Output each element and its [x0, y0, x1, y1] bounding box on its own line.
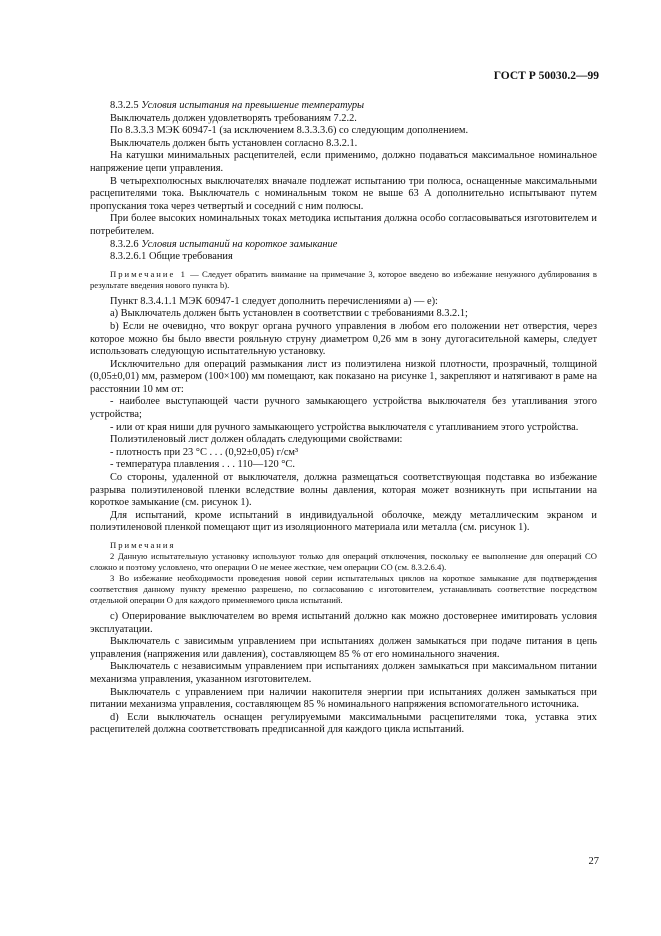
clause-8-3-2-5 — [90, 100, 597, 113]
paragraph: Выключатель с независимым управлением при испытаниях должен замыкаться при максимальном питании механизма управления, указанном изготовителем. — [90, 661, 597, 685]
property-density: - плотность при 23 °С . . . (0,92±0,05) г/см³ — [110, 446, 299, 458]
paragraph: В четырехполюсных выключателях вначале подлежат испытанию три полюса, оснащенные максимальными расцепителями тока. Выключатель с номинальным током не выше 63 А дополнительно испытывают путем пропускания тока через четвертый и соседний с ним полюсы. — [90, 175, 597, 212]
property-melting-point: - температура плавления . . . 110—120 °С. — [110, 459, 295, 471]
page-number: 27 — [588, 856, 599, 867]
paragraph: При более высоких номинальных токах методика испытания должна особо согласовываться изготовителем и потребителем. — [90, 213, 597, 237]
clause-title: Условия испытаний на короткое замыкание — [141, 238, 338, 250]
paragraph: Выключатель должен быть установлен согласно 8.3.2.1. — [110, 137, 358, 149]
paragraph: Исключительно для операций размыкания лист из полиэтилена низкой плотности, прозрачный, толщиной (0,05±0,01) мм, размером (100×100) мм помещают, как показано на рисунке 1, закрепляют и натягивают в раме на расстоянии 10 мм от: — [90, 358, 597, 395]
dash-item: - или от края ниши для ручного замыкающего устройства выключателя с утапливанием этого устройства. — [110, 421, 579, 433]
paragraph: Со стороны, удаленной от выключателя, должна размещаться соответствующая подставка во избежание разрыва полиэтиленовой пленки вследствие волны давления, которая может возникнуть при испытании на короткое замыкание (см. рисунок 1). — [90, 472, 597, 509]
paragraph: Полиэтиленовый лист должен обладать следующими свойствами: — [110, 434, 403, 446]
paragraph: Для испытаний, кроме испытаний в индивидуальной оболочке, между металлическим экраном и полиэтиленовой пленкой помещают щит из изоляционного материала или металла (см. рисунок 1). — [90, 509, 597, 534]
dash-item: - наиболее выступающей части ручного замыкающего устройства выключателя без утапливания этого устройства; — [90, 396, 597, 421]
paragraph: По 8.3.3.3 МЭК 60947-1 (за исключением 8.3.3.3.6) со следующим дополнением. — [110, 125, 469, 137]
clause-number: 8.3.2.6 — [110, 238, 139, 250]
paragraph: Пункт 8.3.4.1.1 МЭК 60947-1 следует дополнить перечислениями а) — е): — [110, 295, 438, 307]
document-body — [90, 100, 597, 737]
note-2: 2 Данную испытательную установку используют только для операций отключения, поскольку ее выполнение для операций СО сложно и поэтому условлено, что операции О не менее жесткие, чем операции СО (см. 8.3.2.6.4). — [90, 551, 597, 572]
paragraph: На катушки минимальных расцепителей, если применимо, должно подаваться максимальное номинальное напряжение цепи управления. — [90, 150, 597, 174]
paragraph: Выключатель с зависимым управлением при испытаниях должен замыкаться при подаче питания в цепь управления (напряжения или давления), составляющем 85 % от его номинального значения. — [90, 636, 597, 660]
paragraph: Выключатель должен удовлетворять требованиям 7.2.2. — [110, 112, 357, 124]
list-item-d: d) Если выключатель оснащен регулируемыми максимальными расцепителями тока, уставка этих расцепителей должна соответствовать предписанной для каждого цикла испытаний. — [90, 711, 597, 736]
clause-8-3-2-6 — [90, 239, 597, 252]
notes-heading: Примечания — [110, 540, 176, 550]
clause-title: Условия испытания на превышение температуры — [141, 100, 365, 111]
clause-number: 8.3.2.5 — [110, 100, 139, 111]
note-label: Примечание 1 — [110, 268, 187, 279]
document-header: ГОСТ Р 50030.2—99 — [493, 70, 599, 82]
paragraph: Выключатель с управлением при наличии накопителя энергии при испытаниях должен замыкаться при питании механизма управления, составляющем 85 % номинального напряжения вспомогательного источника. — [90, 686, 597, 711]
clause-8-3-2-6-1: 8.3.2.6.1 Общие требования — [110, 251, 233, 263]
note-1 — [90, 269, 597, 291]
list-item-a: а) Выключатель должен быть установлен в соответствии с требованиями 8.3.2.1; — [110, 308, 468, 320]
note-text: — Следует обратить внимание на примечание 3, которое введено во избежание ненужного дублирования в результате введения нового пункта b). — [90, 268, 597, 290]
note-3: 3 Во избежание необходимости проведения новой серии испытательных циклов на короткое замыкание для подтверждения соответствия данному пункту временно разрешено, по согласованию с изготовителем, устанавливать соответствие посредством отдельной операции О для каждого применяемого цикла испытаний. — [90, 573, 597, 605]
list-item-b: b) Если не очевидно, что вокруг органа ручного управления в любом его положении нет отверстия, через которое можно бы было ввести рояльную струну диаметром 0,26 мм в зону дугогасительной камеры, следует использовать следующую испытательную установку. — [90, 320, 597, 358]
list-item-c: с) Оперирование выключателем во время испытаний должно как можно достовернее имитировать условия эксплуатации. — [90, 611, 597, 635]
